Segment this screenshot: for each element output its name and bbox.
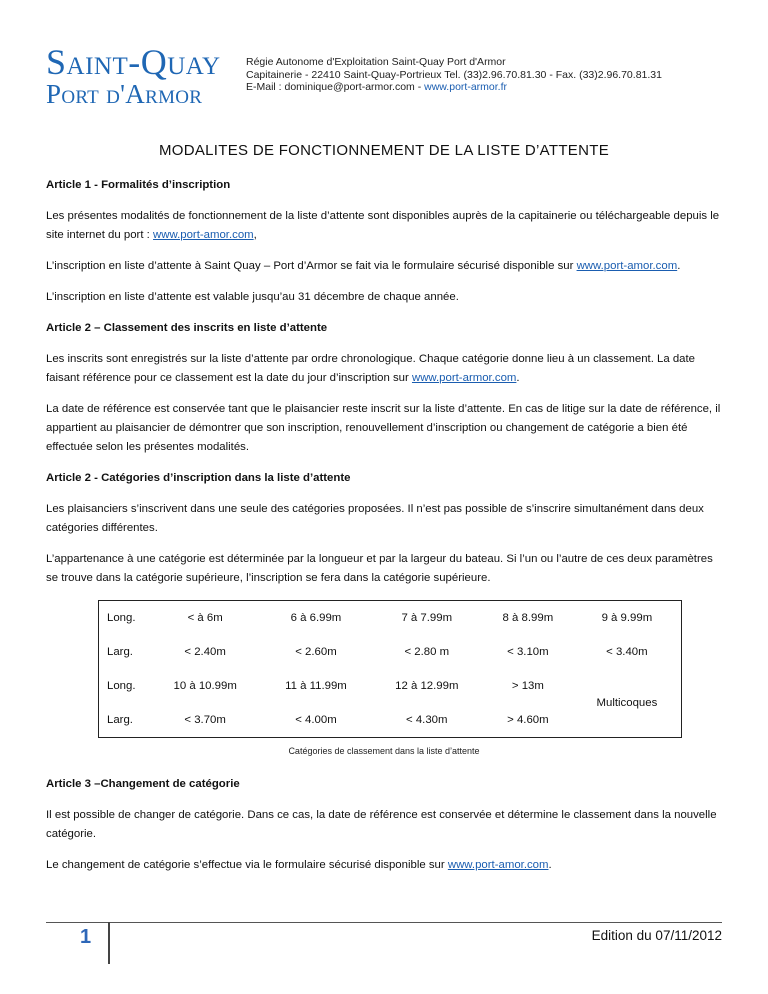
logo-line-2: Port d'Armor [46,79,203,109]
table-cell: < 2.80 m [404,645,450,658]
table-caption: Catégories de classement dans la liste d’attente [288,746,480,756]
registration-date-link[interactable]: www.port-armor.com [411,372,517,384]
table-cell: 6 à 6.99m [290,611,342,624]
article-1-heading: Article 1 - Formalités d’inscription [46,179,231,191]
org-email: E-Mail : dominique@port-armor.com - [246,81,425,93]
table-cell: < 2.60m [295,645,337,658]
table-cell: > 4.60m [507,713,549,726]
change-category-link[interactable]: www.port-amor.com [447,859,549,871]
table-cell: 11 à 11.99m [285,679,347,692]
table-cell: < 2.40m [184,645,226,658]
categories-table-wrapper [98,600,682,738]
row-label: Long. [107,679,136,692]
document-title: MODALITES DE FONCTIONNEMENT DE LA LISTE D’ATTENTE [158,142,610,159]
article-2-paragraph-1: Les inscrits sont enregistrés sur la liste d’attente par ordre chronologique. Chaque catégorie donne lieu à un classement. La date faisant référence pour ce classement est la date du jour d’inscription sur www.port-armor.com. [46,353,696,384]
page-number: 1 [80,926,92,948]
table-row [99,601,682,636]
table-cell: < à 6m [187,611,223,624]
registration-form-link[interactable]: www.port-amor.com [576,260,678,272]
table-row [99,669,682,703]
table-cell: < 4.30m [406,713,448,726]
multicoques-cell: Multicoques [596,696,658,709]
table-cell: < 4.00m [295,713,337,726]
categories-table [98,600,682,738]
document-body [46,176,722,887]
org-contact [246,81,662,94]
table-cell: < 3.10m [507,645,549,658]
article-2b-paragraph-1: Les plaisanciers s’inscrivent dans une seule des catégories proposées. Il n’est pas possible de s’inscrire simultanément dans deux catégories différentes. [46,503,704,534]
article-3-heading: Article 3 –Changement de catégorie [46,778,240,790]
row-label: Larg. [107,645,133,658]
table-row [99,635,682,669]
org-website-link[interactable]: www.port-armor.fr [424,81,507,93]
org-address: Capitainerie - 22410 Saint-Quay-Portrieux Tel. (33)2.96.70.81.30 - Fax. (33)2.96.70.81.31 [246,68,662,81]
row-label: Larg. [107,713,133,726]
organization-header [246,56,662,94]
org-name: Régie Autonome d'Exploitation Saint-Quay Port d'Armor [246,56,506,68]
table-cell: 8 à 8.99m [502,611,554,624]
table-cell: > 13m [511,679,544,692]
table-cell: 9 à 9.99m [601,611,653,624]
article-1-paragraph-1: Les présentes modalités de fonctionnement de la liste d’attente sont disponibles auprès de la capitainerie ou téléchargeable depuis le site internet du port : www.port-amor.com, [46,210,720,241]
table-cell: < 3.70m [184,713,226,726]
port-logo [46,44,231,108]
edition-date: Edition du 07/11/2012 [591,928,722,943]
page-number-divider [108,922,110,964]
logo-line-1: Saint-Quay [46,42,221,82]
article-2b-paragraph-2: L’appartenance à une catégorie est déterminée par la longueur et par la largeur du bateau. Si l’un ou l’autre de ces deux paramètres se trouve dans la catégorie supérieure, l’inscription se fera dans la catégorie supérieure. [46,553,713,584]
table-cell: 7 à 7.99m [401,611,453,624]
article-2b-heading: Article 2 - Catégories d’inscription dans la liste d’attente [46,472,351,484]
table-cell: 12 à 12.99m [395,679,459,692]
article-2-paragraph-2: La date de référence est conservée tant que le plaisancier reste inscrit sur la liste d’attente. En cas de litige sur la date de référence, il appartient au plaisancier de démontrer que son inscription, renouvellement d’inscription ou changement de catégorie a bien été effectuée selon les présentes modalités. [46,403,721,453]
table-cell: 10 à 10.99m [173,679,237,692]
article-2-heading: Article 2 – Classement des inscrits en liste d’attente [46,322,328,334]
article-3-paragraph-2: Le changement de catégorie s’effectue via le formulaire sécurisé disponible sur www.port-amor.com. [46,859,552,871]
port-website-link[interactable]: www.port-amor.com [153,229,254,241]
table-cell: < 3.40m [606,645,648,658]
row-label: Long. [107,611,136,624]
article-1-paragraph-2: L’inscription en liste d’attente à Saint Quay – Port d’Armor se fait via le formulaire sécurisé disponible sur www.port-amor.com. [46,260,681,272]
article-1-paragraph-3: L’inscription en liste d’attente est valable jusqu’au 31 décembre de chaque année. [46,291,459,303]
footer-divider [46,922,722,923]
article-3-paragraph-1: Il est possible de changer de catégorie. Dans ce cas, la date de référence est conservée et détermine le classement dans la nouvelle catégorie. [46,809,717,840]
